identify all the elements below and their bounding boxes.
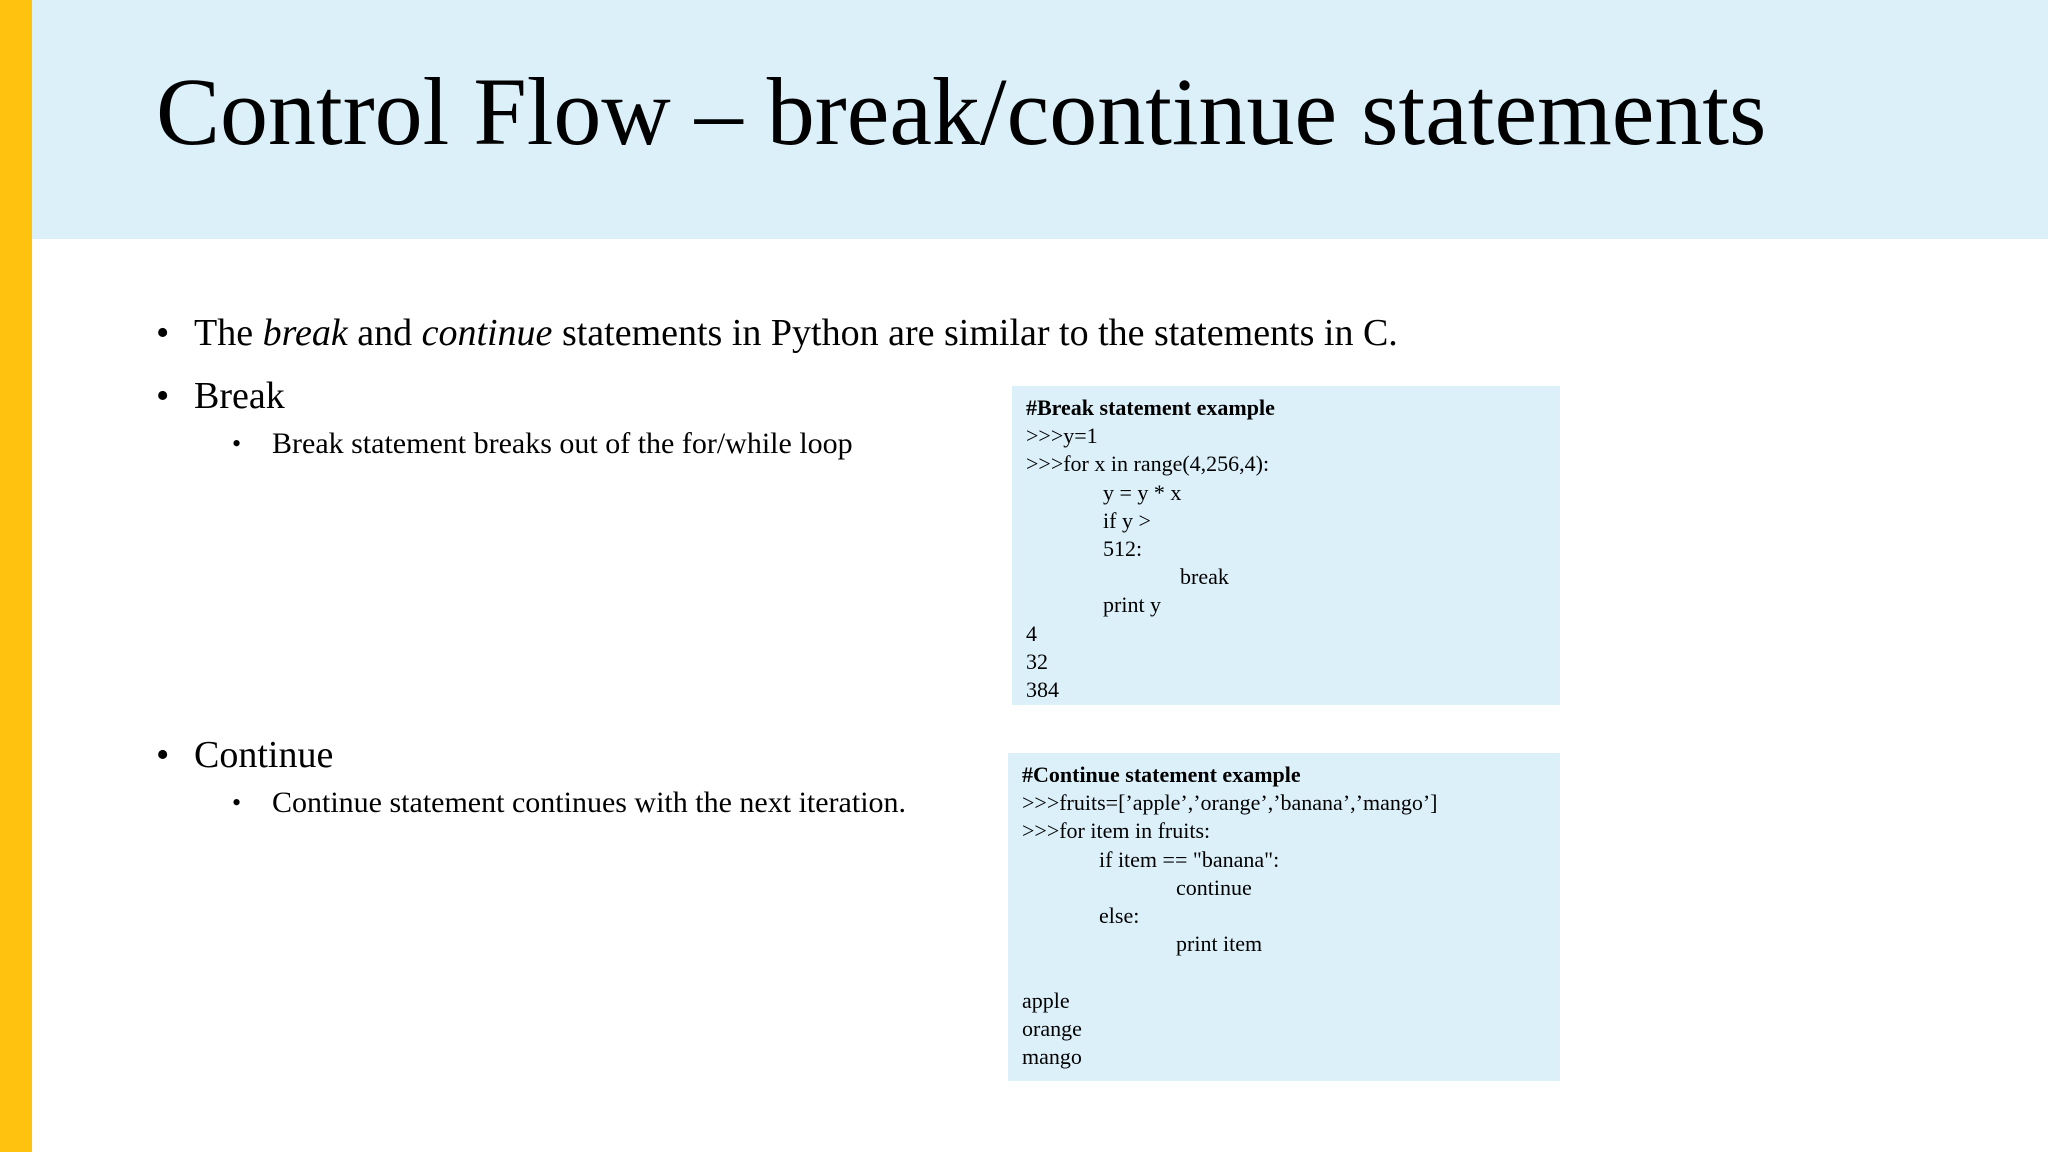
code-line: break xyxy=(1180,564,1229,590)
output-line: orange xyxy=(1022,1015,1082,1041)
break-description: Break statement breaks out of the for/while loop xyxy=(272,427,853,460)
break-code-example xyxy=(1012,386,1560,705)
code-line: if y > xyxy=(1103,507,1151,533)
intro-text: The break and continue statements in Python are similar to the statements in C. xyxy=(194,312,1398,354)
output-line: 4 xyxy=(1026,620,1037,646)
code-line: >>>fruits=[’apple’,’orange’,’banana’,’mango’] xyxy=(1022,790,1438,816)
continue-heading: Continue xyxy=(194,734,334,776)
code-header: #Continue statement example xyxy=(1022,762,1301,787)
code-line: >>>for item in fruits: xyxy=(1022,818,1211,844)
code-header: #Break statement example xyxy=(1026,395,1275,420)
code-line: if item == "banana": xyxy=(1099,846,1280,872)
code-line: y = y * x xyxy=(1103,479,1182,505)
code-line: continue xyxy=(1176,874,1252,900)
output-line: 384 xyxy=(1026,676,1059,702)
output-line: apple xyxy=(1022,987,1070,1013)
code-line: print y xyxy=(1103,592,1162,618)
bullet-dot: • xyxy=(156,375,170,417)
output-line: 32 xyxy=(1026,648,1048,674)
output-line: mango xyxy=(1022,1043,1082,1069)
bullet-dot: • xyxy=(156,734,170,776)
continue-description: Continue statement continues with the next iteration. xyxy=(272,786,907,819)
code-line: 512: xyxy=(1103,535,1143,561)
keyword-continue: continue xyxy=(421,312,553,354)
keyword-break: break xyxy=(262,312,348,354)
bullet-dot: • xyxy=(156,312,170,354)
continue-code-example xyxy=(1008,753,1560,1081)
code-line: >>>y=1 xyxy=(1026,423,1098,449)
blank-line xyxy=(1022,958,1560,986)
accent-stripe xyxy=(0,0,32,1152)
break-heading: Break xyxy=(194,375,285,417)
sub-bullet-dot: • xyxy=(232,429,242,458)
code-line: >>>for x in range(4,256,4): xyxy=(1026,451,1270,477)
code-line: else: xyxy=(1099,902,1140,928)
code-line: print item xyxy=(1176,931,1263,957)
sub-bullet-dot: • xyxy=(232,788,242,817)
slide-title: Control Flow – break/continue statements xyxy=(156,58,1767,165)
